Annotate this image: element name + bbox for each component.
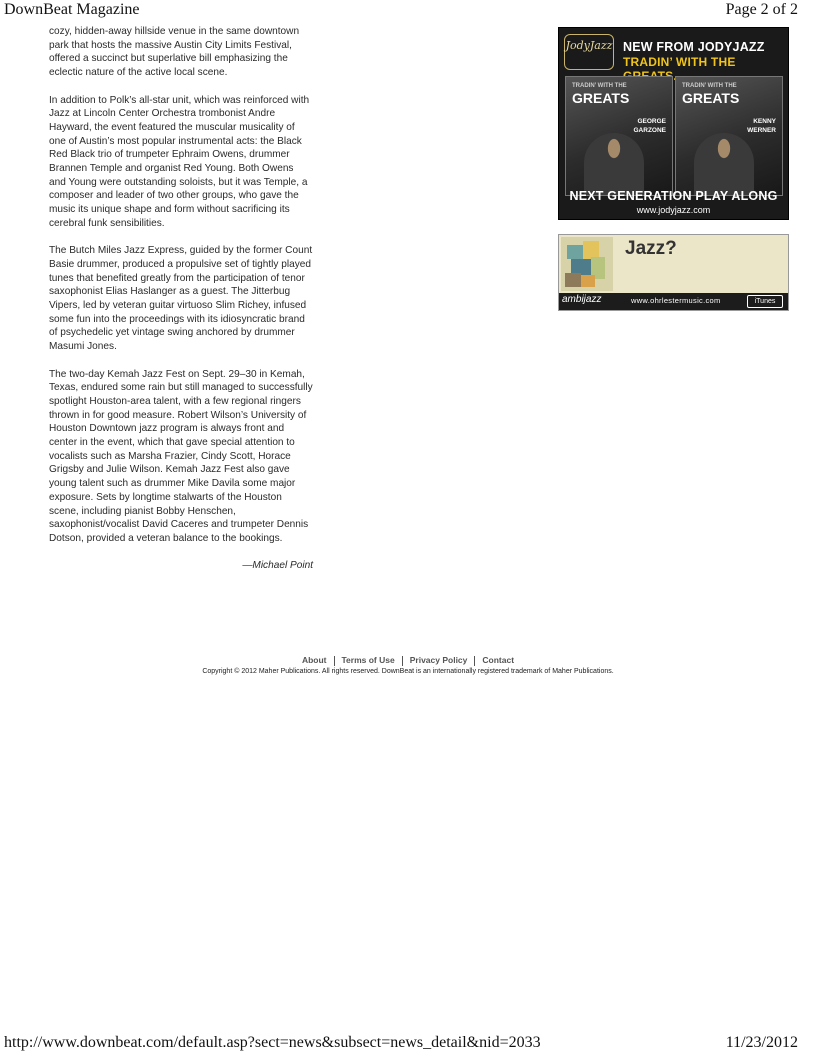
footer-link-contact[interactable]: Contact <box>482 655 515 665</box>
print-site-title: DownBeat Magazine <box>4 1 140 18</box>
abstract-art-icon <box>561 237 613 291</box>
itunes-badge[interactable]: iTunes <box>747 295 783 308</box>
print-page-number: Page 2 of 2 <box>725 1 798 18</box>
cover-title: GREATS <box>682 90 740 106</box>
cover-artist: GEORGE GARZONE <box>633 118 666 134</box>
ad-subhead: TRADIN’ WITH THE <box>623 55 736 69</box>
footer-link-terms[interactable]: Terms of Use <box>341 655 395 665</box>
cover-artist: KENNY WERNER <box>747 118 776 134</box>
divider <box>474 656 475 666</box>
footer-link-privacy[interactable]: Privacy Policy <box>409 655 468 665</box>
divider <box>334 656 335 666</box>
cover-title: GREATS <box>572 90 630 106</box>
cover-series: TRADIN’ WITH THE <box>682 83 737 89</box>
ad-brand: ambijazz <box>562 294 602 305</box>
article-paragraph: The two-day Kemah Jazz Fest on Sept. 29–30 in Kemah, Texas, endured some rain but still managed to successfully spotlight Houston-area talent, with a few regional ringers thrown in for good measure. Robert Wilson’s University of Houston Downtown jazz program is always front and center in the event, which that gave special attention to vocalists such as Marsha Frazier, Cindy Scott, Horace Grigsby and Julie Wilson. Kemah Jazz Fest also gave young talent such as drummer Mike Davila some major exposure. Sets by longtime stalwarts of the Houston scene, including pianist Bobby Henschen, saxophonist/vocalist David Caceres and trumpeter Dennis Dotson, provided a veteran balance to the bookings. <box>49 368 313 544</box>
album-cover-werner <box>675 76 783 196</box>
ad-headline: Jazz? <box>625 238 677 259</box>
ad-url: www.jodyjazz.com <box>636 205 711 215</box>
jazz-ad-banner[interactable] <box>558 234 789 311</box>
divider <box>402 656 403 666</box>
ad-headline: NEW FROM JODYJAZZ <box>623 40 765 54</box>
jodyjazz-logo: JodyJazz <box>564 34 614 70</box>
footer-links <box>0 655 816 666</box>
ad-bottom-bar <box>559 293 788 310</box>
article-paragraph: The Butch Miles Jazz Express, guided by the former Count Basie drummer, produced a propulsive set of tightly played tunes that benefited greatly from the participation of tenor saxophonist Elias Haslanger as a guest. The Jitterbug Vipers, led by veteran guitar virtuoso Slim Richey, infused some fun into the proceedings with its idiosyncratic brand of psychedelic yet vintage swing anchored by drummer Masumi Jones. <box>49 245 313 353</box>
saxophonist-photo <box>584 133 644 195</box>
article-paragraph: cozy, hidden-away hillside venue in the same downtown park that hosts the massive Austin City Limits Festival, offered a succinct but superlative bill emphasizing the eclectic nature of the active local scene. <box>49 26 300 79</box>
print-header <box>0 0 816 22</box>
album-cover-garzone <box>565 76 673 196</box>
print-footer <box>0 1032 816 1056</box>
article-byline: —Michael Point <box>242 560 313 572</box>
cover-series: TRADIN’ WITH THE <box>572 83 627 89</box>
ad-tagline: NEXT GENERATION PLAY ALONG <box>569 189 778 203</box>
ad-url: www.ohrlestermusic.com <box>631 296 721 305</box>
print-url: http://www.downbeat.com/default.asp?sect=news&subsect=news_detail&nid=2033 <box>4 1034 541 1051</box>
article-body <box>49 25 313 573</box>
print-date: 11/23/2012 <box>725 1034 798 1051</box>
footer-link-about[interactable]: About <box>301 655 327 665</box>
copyright-notice: Copyright © 2012 Maher Publications. All rights reserved. DownBeat is an internationally registered trademark of Maher Publications. <box>202 668 614 675</box>
pianist-photo <box>694 133 754 195</box>
article-paragraph: In addition to Polk’s all-star unit, which was reinforced with Jazz at Lincoln Center Orchestra trombonist Andre Hayward, the event featured the muscular musicality of one of Austin’s most popular instrumental acts: the Black Red Black trio of trumpeter Ephraim Owens, drummer Brannen Temple and organist Red Young. Both Owens and Young were outstanding soloists, but it was Temple, a composer and leader of two other groups, who gave the music its unique shape and form without sacrificing its cerebral funk sensibilities. <box>49 94 310 229</box>
jodyjazz-ad-banner[interactable] <box>558 27 789 220</box>
